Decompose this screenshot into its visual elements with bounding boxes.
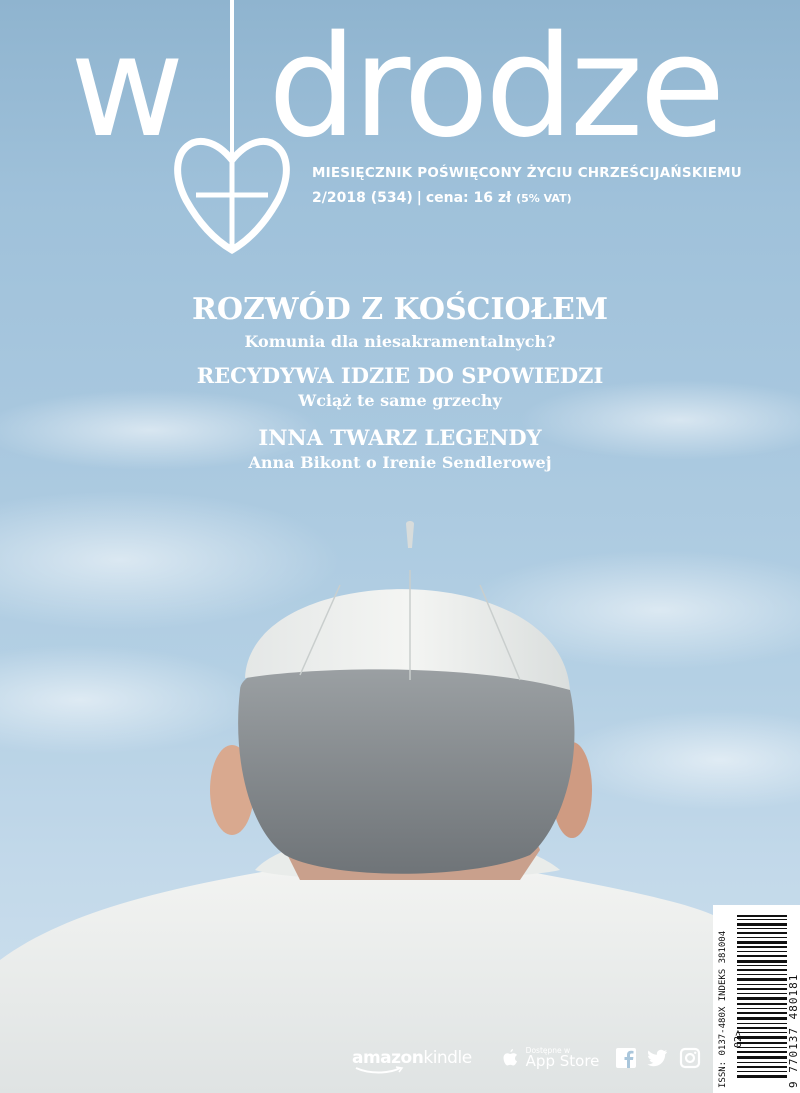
headline-title: RECYDYWA IDZIE DO SPOWIEDZI [196,363,604,388]
issue-number: 2/2018 (534) [312,190,413,206]
price: cena: 16 zł [425,190,512,206]
barcode-digits: 9 770137 480181 [787,973,800,1088]
footer-badges [352,1045,701,1071]
brand-logo-w: w [70,6,181,169]
twitter-icon[interactable] [647,1047,669,1069]
vat-note: (5% VAT) [516,192,572,205]
app-store-small-label: Dostępne w [525,1045,571,1055]
kindle-wordmark: kindle [423,1048,472,1068]
app-store-label: App Store [525,1052,600,1071]
app-store-badge[interactable] [502,1047,600,1070]
tagline: MIESIĘCZNIK POŚWIĘCONY ŻYCIU CHRZEŚCIJAŃSKIEMU [312,165,742,181]
amazon-kindle-badge[interactable] [352,1048,472,1068]
headline-title: INNA TWARZ LEGENDY [258,425,542,450]
instagram-icon[interactable] [679,1047,701,1069]
facebook-icon[interactable] [615,1047,637,1069]
social-icons [615,1047,701,1069]
brand-logo-drodze: drodze [268,6,722,169]
issue-separator: | [416,190,422,206]
amazon-wordmark: amazon [352,1048,424,1068]
headline-subtitle: Komunia dla niesakramentalnych? [244,332,556,351]
barcode-suffix: 02> [733,1029,744,1048]
headline-title: ROZWÓD Z KOŚCIOŁEM [191,292,609,327]
headline-subtitle: Anna Bikont o Irenie Sendlerowej [248,453,552,472]
issn-index-text: ISSN: 0137-480X INDEKS 381004 [718,930,728,1088]
amazon-smile-icon [354,1066,404,1074]
apple-icon [502,1047,520,1069]
headline-subtitle: Wciąż te same grzechy [298,391,502,410]
